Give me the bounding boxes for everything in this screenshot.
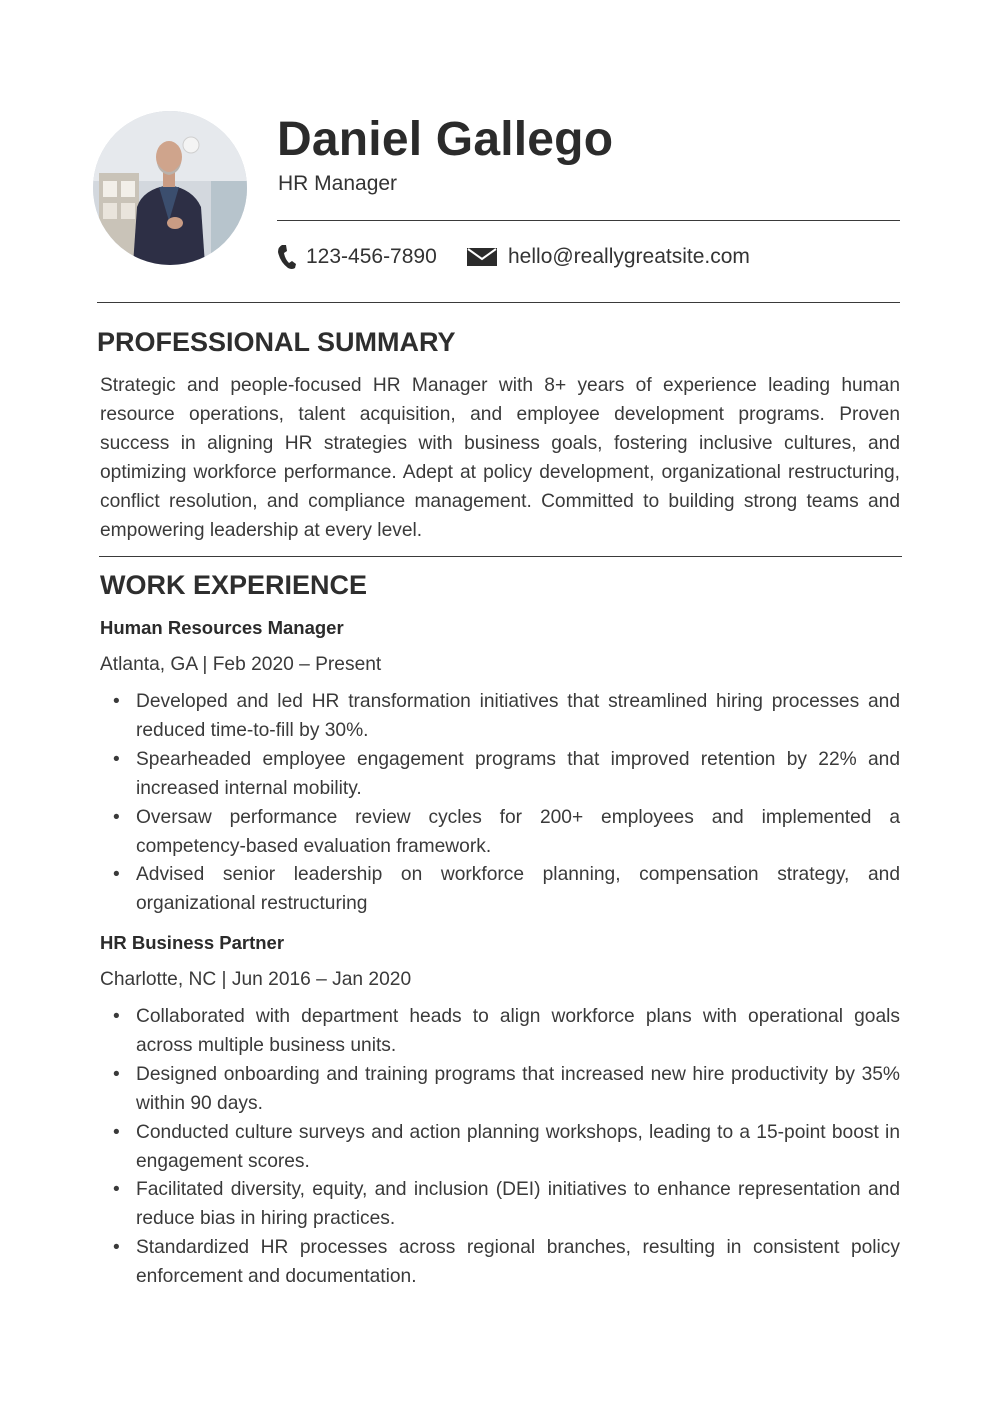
summary-heading: PROFESSIONAL SUMMARY [97,327,456,357]
bullet-dot-icon: • [113,1121,120,1143]
bullet-text: Collaborated with department heads to align workforce plans with operational goals across multiple business units. [136,1006,900,1056]
bullet-item [100,861,900,919]
job-title: HR Business Partner [100,932,285,953]
experience-heading: WORK EXPERIENCE [100,570,368,600]
bullet-dot-icon: • [113,864,120,886]
bullet-text: Designed onboarding and training programs that increased new hire productivity by 35% within 90 days. [136,1063,900,1114]
job-meta: Charlotte, NC | Jun 2016 – Jan 2020 [100,969,412,990]
contact-phone [277,242,437,272]
bullet-text: Spearheaded employee engagement programs that improved retention by 22% and increased internal mobility. [136,748,900,799]
bullet-text: Oversaw performance review cycles for 200+ employees and implemented a competency-based evaluation framework. [136,806,900,857]
bullet-text: Developed and led HR transformation initiatives that streamlined hiring processes and reduced time-to-fill by 30%. [136,691,900,741]
job-bullet-list [100,688,900,919]
bullet-dot-icon: • [113,691,120,712]
bullet-item [100,1003,900,1061]
email-address[interactable]: hello@reallygreatsite.com [508,245,750,268]
summary-text: Strategic and people-focused HR Manager with 8+ years of experience leading human resource operations, talent acquisition, and employee development programs. Proven success in aligning HR strategies with business goals, fostering inclusive cultures, and optimizing workforce performance. Adept at policy development, organizational restructuring, conflict resolution, and compliance management. Committed to building strong teams and empowering leadership at every level. [100,375,900,541]
envelope-icon [467,247,497,267]
candidate-name: Daniel Gallego [277,113,614,166]
bullet-dot-icon: • [113,1237,120,1259]
bullet-item [100,688,900,746]
summary-divider [99,556,902,557]
bullet-dot-icon: • [113,1006,120,1027]
job-meta: Atlanta, GA | Feb 2020 – Present [100,654,382,675]
profile-photo [93,111,247,265]
bullet-item [100,804,900,862]
bullet-dot-icon: • [113,1179,120,1201]
bullet-item [100,1234,900,1292]
bullet-item [100,1061,900,1119]
bullet-text: Advised senior leadership on workforce planning, compensation strategy, and organizational restructuring [136,864,900,915]
bullet-dot-icon: • [113,748,120,770]
bullet-text: Standardized HR processes across regional branches, resulting in consistent policy enforcement and documentation. [136,1237,900,1288]
job-role: HR Manager [278,172,398,195]
bullet-text: Conducted culture surveys and action planning workshops, leading to a 15-point boost in engagement scores. [136,1121,900,1172]
portrait-illustration [93,111,247,265]
bullet-item [100,1119,900,1177]
phone-icon [277,244,297,270]
phone-number[interactable]: 123-456-7890 [306,245,437,268]
bullet-text: Facilitated diversity, equity, and inclusion (DEI) initiatives to enhance representation and reduce bias in hiring practices. [136,1179,900,1230]
bullet-item [100,1176,900,1234]
header-divider [277,220,900,221]
job-bullet-list [100,1003,900,1292]
header-bottom-divider [97,302,900,303]
bullet-dot-icon: • [113,806,120,828]
bullet-item [100,746,900,804]
bullet-dot-icon: • [113,1063,120,1085]
contact-email [467,242,750,272]
job-title: Human Resources Manager [100,617,344,638]
